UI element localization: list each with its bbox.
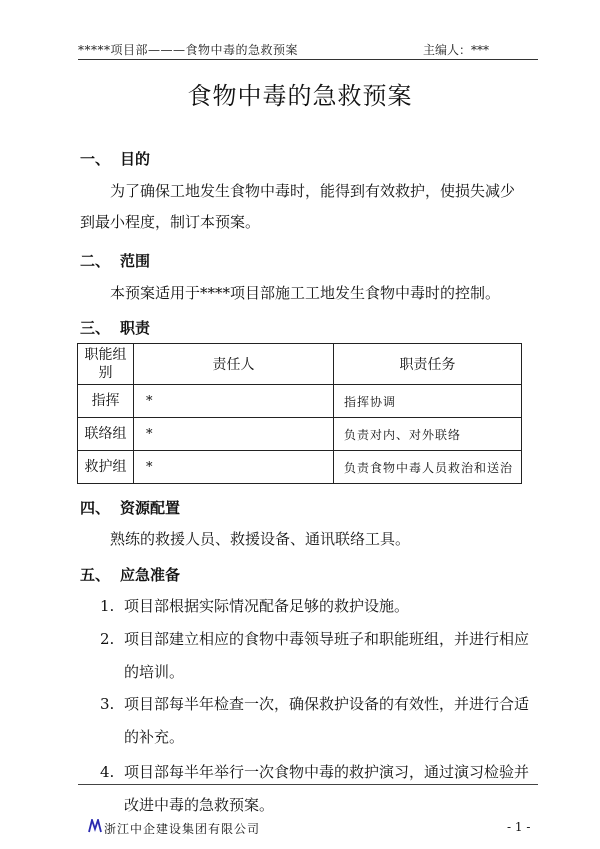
list-number: 1. bbox=[100, 597, 115, 615]
header-project-title: *****项目部———食物中毒的急救预案 bbox=[78, 43, 299, 57]
section-heading-scope bbox=[80, 250, 150, 271]
list-item bbox=[100, 756, 530, 822]
header-editor: 主编人：*** bbox=[423, 43, 490, 57]
page-footer bbox=[0, 818, 600, 838]
table-cell: 指挥协调 bbox=[334, 385, 522, 418]
section-number: 四、 bbox=[80, 499, 111, 517]
table-cell: * bbox=[134, 418, 334, 451]
table-cell: * bbox=[134, 451, 334, 484]
page-header bbox=[78, 41, 538, 60]
paragraph-purpose: 为了确保工地发生食物中毒时，能得到有效救护，使损失减少到最小程度，制订本预案。 bbox=[80, 182, 516, 231]
table-cell: * bbox=[134, 385, 334, 418]
section-number: 二、 bbox=[80, 252, 111, 270]
section-title: 资源配置 bbox=[120, 499, 181, 517]
table-row bbox=[78, 418, 522, 451]
table-header-row bbox=[78, 344, 522, 385]
footer-divider bbox=[78, 784, 538, 785]
section-title: 应急准备 bbox=[120, 566, 181, 584]
company-name: 浙江中企建设集团有限公司 bbox=[104, 822, 261, 836]
table-row bbox=[78, 385, 522, 418]
section-heading-purpose bbox=[80, 148, 150, 169]
table-cell: 负责食物中毒人员救治和送治 bbox=[334, 451, 522, 484]
list-item bbox=[100, 688, 530, 754]
list-number: 4. bbox=[100, 763, 115, 781]
list-text: 项目部每半年检查一次，确保救护设备的有效性，并进行合适的补充。 bbox=[124, 695, 530, 746]
table-cell: 负责对内、对外联络 bbox=[334, 418, 522, 451]
paragraph-scope: 本预案适用于****项目部施工工地发生食物中毒时的控制。 bbox=[110, 284, 501, 302]
section-heading-preparation bbox=[80, 564, 180, 585]
table-row bbox=[78, 451, 522, 484]
list-item bbox=[100, 590, 530, 623]
section-number: 一、 bbox=[80, 150, 111, 168]
section-title: 范围 bbox=[120, 252, 151, 270]
list-text: 项目部根据实际情况配备足够的救护设施。 bbox=[124, 597, 410, 615]
section-title: 职责 bbox=[120, 319, 151, 337]
table-cell: 联络组 bbox=[78, 418, 134, 451]
table-header-cell: 责任人 bbox=[134, 344, 334, 385]
page-number: - 1 - bbox=[507, 820, 531, 834]
table-header-cell: 职能组别 bbox=[78, 344, 134, 385]
list-number: 3. bbox=[100, 695, 115, 713]
duty-table bbox=[77, 343, 522, 484]
company-logo-icon bbox=[88, 819, 102, 836]
section-number: 三、 bbox=[80, 319, 111, 337]
table-header-cell: 职责任务 bbox=[334, 344, 522, 385]
paragraph-resources: 熟练的救援人员、救援设备、通讯联络工具。 bbox=[110, 530, 411, 548]
table-cell: 救护组 bbox=[78, 451, 134, 484]
section-title: 目的 bbox=[120, 150, 151, 168]
list-item bbox=[100, 623, 530, 689]
section-heading-resources bbox=[80, 497, 180, 518]
list-number: 2. bbox=[100, 630, 115, 648]
section-number: 五、 bbox=[80, 566, 111, 584]
list-text: 项目部每半年举行一次食物中毒的救护演习，通过演习检验并改进中毒的急救预案。 bbox=[124, 763, 530, 814]
table-cell: 指挥 bbox=[78, 385, 134, 418]
section-heading-duties bbox=[80, 317, 150, 338]
list-text: 项目部建立相应的食物中毒领导班子和职能班组，并进行相应的培训。 bbox=[124, 630, 530, 681]
document-title: 食物中毒的急救预案 bbox=[187, 82, 413, 110]
